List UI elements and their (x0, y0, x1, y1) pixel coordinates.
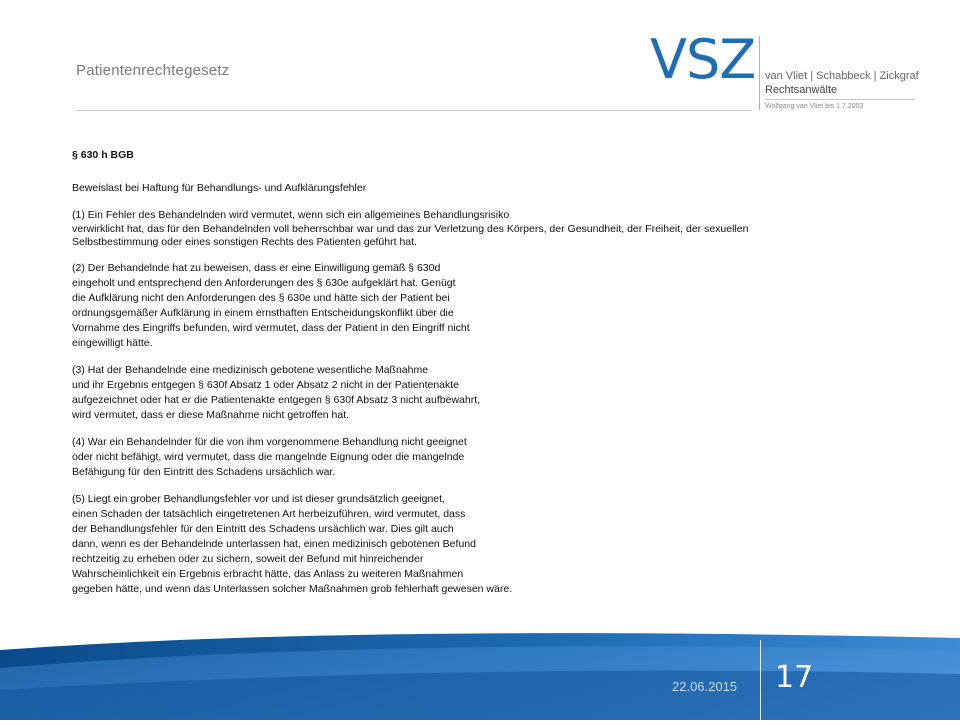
paragraph-line: (4) War ein Behandelnder für die von ihm vorgenommene Behandlung nicht geeignet (72, 436, 467, 448)
logo-partner-names: van Vliet | Schabbeck | Zickgraf (765, 70, 919, 82)
logo-firm-type: Rechtsanwälte (765, 84, 838, 96)
paragraph-line: aufgezeichnet oder hat er die Patientenakte entgegen § 630f Absatz 3 nicht aufbewahrt, (72, 394, 481, 406)
paragraph-line: Wahrscheinlichkeit ein Ergebnis erbracht hätte, das Anlass zu weiteren Maßnahmen (72, 568, 464, 580)
footer-date: 22.06.2015 (672, 679, 738, 694)
spacer (72, 196, 932, 208)
spacer (72, 423, 932, 435)
paragraph-line: eingewilligt hätte. (72, 337, 153, 349)
paragraph-4 (72, 435, 932, 480)
section-subtitle: Beweislast bei Haftung für Behandlungs- und Aufklärungsfehler (72, 182, 367, 194)
paragraph-line: Vornahme des Eingriffs befunden, wird vermutet, dass der Patient in den Eingriff nicht (72, 322, 470, 334)
page-number: 17 (775, 660, 814, 695)
paragraph-line: gegeben hätte, und wenn das Unterlassen solcher Maßnahmen grob fehlerhaft gewesen wäre. (72, 583, 513, 595)
footer-band (0, 628, 960, 720)
paragraph-line: Selbstbestimmung oder eines sonstigen Rechts des Patienten geführt hat. (72, 236, 417, 248)
paragraph-line: die Aufklärung nicht den Anforderungen des § 630e und hätte sich der Patient bei (72, 292, 450, 304)
paragraph-line: oder nicht befähigt, wird vermutet, dass die mangelnde Eignung oder die mangelnde (72, 451, 465, 463)
paragraph-line: rechtzeitig zu erheben oder zu sichern, soweit der Befund mit hinreichender (72, 553, 424, 565)
footer-wave-graphic (0, 628, 960, 720)
logo-founder-note: Wolfgang van Vliet bis 1.7.2003 (765, 103, 864, 110)
section-heading: § 630 h BGB (72, 149, 134, 161)
paragraph-5 (72, 492, 932, 597)
paragraph-3 (72, 363, 932, 423)
paragraph-2 (72, 261, 932, 351)
paragraph-line: verwirklicht hat, das für den Behandelnden voll beherrschbar war und das zur Verletzung des Körpers, der Gesundheit, der Freiheit, der sexuellen (72, 223, 749, 235)
paragraph-line: wird vermutet, dass er diese Maßnahme nicht getroffen hat. (72, 409, 350, 421)
slide-title: Patientenrechtegesetz (76, 62, 230, 79)
spacer (72, 163, 932, 181)
title-divider (76, 110, 752, 111)
spacer (72, 351, 932, 363)
paragraph-line: dann, wenn es der Behandelnde unterlassen hat, einen medizinisch gebotenen Befund (72, 538, 476, 550)
paragraph-line: (5) Liegt ein grober Behandlungsfehler vor und ist dieser grundsätzlich geeignet, (72, 493, 445, 505)
paragraph-line: und ihr Ergebnis entgegen § 630f Absatz 1 oder Absatz 2 nicht in der Patientenakte (72, 379, 460, 391)
spacer (72, 480, 932, 492)
paragraph-line: ordnungsgemäßer Aufklärung in einem ernsthaften Entscheidungskonflikt über die (72, 307, 454, 319)
paragraph-line: eingeholt und entsprechend den Anforderungen des § 630e aufgeklärt hat. Genügt (72, 277, 456, 289)
footer-divider (760, 640, 761, 720)
paragraph-line: (2) Der Behandelnde hat zu beweisen, dass er eine Einwilligung gemäß § 630d (72, 262, 441, 274)
paragraph-line: Befähigung für den Eintritt des Schadens ursächlich war. (72, 466, 336, 478)
paragraph-line: (3) Hat der Behandelnde eine medizinisch gebotene wesentliche Maßnahme (72, 364, 429, 376)
paragraph-line: einen Schaden der tatsächlich eingetretenen Art herbeizuführen, wird vermutet, dass (72, 508, 466, 520)
paragraph-line: der Behandlungsfehler für den Eintritt des Schadens ursächlich war. Dies gilt auch (72, 523, 454, 535)
logo-divider (759, 36, 760, 110)
spacer (72, 249, 932, 261)
slide-body (72, 148, 932, 597)
paragraph-1 (72, 208, 932, 249)
paragraph-line: (1) Ein Fehler des Behandelnden wird vermutet, wenn sich ein allgemeines Behandlungsrisiko (72, 209, 510, 221)
logo-underline (765, 99, 915, 100)
company-logo: VSZ (650, 28, 756, 91)
